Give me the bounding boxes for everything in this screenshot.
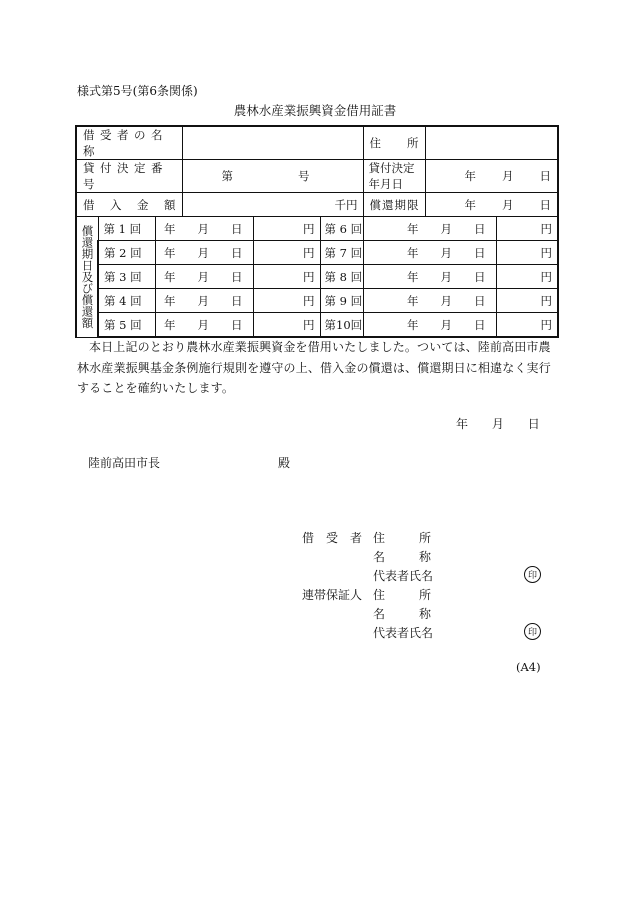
decision-date-label-cell (363, 160, 425, 193)
guarantor-name-label (373, 605, 431, 622)
paper-size: (A4) (516, 660, 541, 674)
day-label: 日 (231, 245, 243, 260)
document-title: 農林水産業振興資金借用証書 (233, 103, 397, 118)
installment-right-date[interactable] (363, 217, 496, 241)
borrower-name-label (77, 127, 182, 159)
borrower-seal-icon (524, 566, 541, 583)
borrower-name-value[interactable] (182, 126, 363, 160)
repayment-period-value[interactable] (425, 193, 558, 217)
decision-date-value[interactable] (425, 160, 558, 193)
row-borrower-name (76, 126, 558, 160)
year-label: 年 (407, 293, 419, 308)
month-label: 月 (197, 317, 209, 332)
yen-unit: 円 (540, 221, 553, 236)
installment-right-label: 第10回 (320, 313, 363, 338)
installment-left-amount[interactable] (253, 313, 320, 338)
address-label-cell (363, 126, 425, 160)
day-label: 日 (231, 269, 243, 284)
installment-right-ymd (364, 293, 496, 309)
loan-amount-char-3: 金 (137, 197, 149, 212)
day-label: 日 (231, 317, 243, 332)
repayment-period-char-1: 償 (369, 197, 382, 212)
installment-right-ymd (364, 269, 496, 285)
year-label: 年 (164, 269, 176, 284)
borrower-representative-label: 代表者氏名 (373, 569, 434, 583)
month-label: 月 (440, 221, 453, 236)
decision-no-text: 第 号 (221, 169, 324, 183)
recipient: 陸前高田市長 (88, 456, 161, 470)
address-char-2: 所 (418, 588, 431, 602)
signing-date[interactable] (456, 415, 540, 432)
installment-left-date[interactable] (155, 313, 253, 338)
installment-left-ymd (156, 245, 253, 261)
month-label: 月 (197, 293, 209, 308)
installment-right-ymd (364, 221, 496, 237)
installment-left-amount[interactable] (253, 241, 320, 265)
yen-unit: 円 (303, 317, 315, 332)
installment-left-date[interactable] (155, 289, 253, 313)
installment-right-ymd (364, 245, 496, 261)
schedule-row (76, 265, 558, 289)
installment-left-ymd (156, 317, 253, 333)
borrower-label-char-3: 者 (349, 531, 362, 545)
form-number: 様式第5号(第6条関係) (77, 84, 198, 98)
name-char-2: 称 (418, 607, 431, 621)
installment-right-date[interactable] (363, 265, 496, 289)
installment-right-label: 第 7 回 (320, 241, 363, 265)
installment-left-label: 第 5 回 (98, 313, 155, 338)
schedule-row (76, 241, 558, 265)
repayment-period-char-2: 還 (382, 197, 394, 212)
year-label: 年 (164, 293, 176, 308)
row-decision (76, 160, 558, 193)
name-char-1: 名 (373, 607, 386, 621)
day-label: 日 (474, 317, 486, 332)
month-label: 月 (197, 245, 209, 260)
installment-left-amount[interactable] (253, 217, 320, 241)
yen-unit: 円 (540, 293, 553, 308)
yen-unit: 円 (303, 269, 315, 284)
schedule-label-cell (76, 217, 98, 338)
installment-left-label: 第 4 回 (98, 289, 155, 313)
borrower-label (302, 529, 362, 546)
loan-amount-label-cell (76, 193, 182, 217)
repayment-period-label (364, 197, 425, 213)
schedule-label: 償還期日及び償還額 (80, 225, 95, 329)
month-label: 月 (197, 221, 209, 236)
loan-amount-label (77, 197, 182, 213)
honorific: 殿 (278, 456, 291, 470)
yen-unit: 円 (303, 293, 315, 308)
seal-mark: 印 (524, 623, 541, 640)
year-label: 年 (164, 221, 176, 236)
month-label: 月 (440, 245, 453, 260)
loan-amount-value[interactable] (182, 193, 363, 217)
yen-unit: 円 (303, 245, 315, 260)
schedule-row (76, 313, 558, 338)
yen-unit: 円 (540, 245, 553, 260)
borrower-name-label (373, 548, 431, 565)
installment-left-date[interactable] (155, 265, 253, 289)
installment-right-amount[interactable] (496, 289, 558, 313)
installment-left-amount[interactable] (253, 289, 320, 313)
loan-amount-char-4: 額 (164, 197, 176, 212)
borrower-name-label-cell (76, 126, 182, 160)
day-label: 日 (539, 197, 552, 212)
installment-right-ymd (364, 317, 496, 333)
day-label: 日 (231, 221, 243, 236)
installment-right-date[interactable] (363, 313, 496, 338)
guarantor-seal-icon (524, 623, 541, 640)
borrower-address-label (373, 529, 431, 546)
borrower-label-char-2: 受 (325, 531, 338, 545)
repayment-period-char-3: 期 (394, 197, 407, 212)
day-label: 日 (539, 169, 552, 183)
address-label-char-1: 住 (369, 136, 382, 150)
decision-no-value[interactable] (182, 160, 363, 193)
decision-no-label-text: 貸付決定番号 (83, 161, 168, 191)
installment-left-ymd (156, 269, 253, 285)
day-label: 日 (474, 245, 486, 260)
installment-right-amount[interactable] (496, 313, 558, 338)
year-label: 年 (464, 197, 477, 212)
installment-right-label: 第 9 回 (320, 289, 363, 313)
installment-right-amount[interactable] (496, 241, 558, 265)
loan-amount-char-1: 借 (83, 197, 95, 212)
installment-left-label: 第 3 回 (98, 265, 155, 289)
year-label: 年 (456, 417, 469, 431)
decision-no-label-cell (76, 160, 182, 193)
year-label: 年 (407, 245, 419, 260)
decision-date-label: 貸付決定年月日 (368, 161, 415, 191)
year-label: 年 (407, 317, 419, 332)
address-char-2: 所 (418, 531, 431, 545)
month-label: 月 (502, 169, 514, 183)
address-char-1: 住 (373, 531, 386, 545)
row-amount (76, 193, 558, 217)
year-label: 年 (407, 269, 419, 284)
month-label: 月 (197, 269, 209, 284)
amount-unit: 千円 (334, 197, 358, 212)
yen-unit: 円 (540, 317, 553, 332)
schedule-row (76, 289, 558, 313)
loan-certificate-table (75, 125, 559, 338)
installment-left-date[interactable] (155, 241, 253, 265)
address-value[interactable] (425, 126, 558, 160)
borrower-label-char-1: 借 (302, 531, 315, 545)
installment-left-amount[interactable] (253, 265, 320, 289)
yen-unit: 円 (303, 221, 315, 236)
seal-mark: 印 (524, 566, 541, 583)
installment-left-label: 第 2 回 (98, 241, 155, 265)
guarantor-address-label (373, 586, 431, 603)
month-label: 月 (502, 197, 514, 212)
day-label: 日 (231, 293, 243, 308)
installment-right-amount[interactable] (496, 217, 558, 241)
yen-unit: 円 (540, 269, 553, 284)
month-label: 月 (440, 293, 453, 308)
installment-right-date[interactable] (363, 241, 496, 265)
installment-left-label: 第 1 回 (98, 217, 155, 241)
day-label: 日 (474, 221, 486, 236)
repayment-period-ymd (426, 197, 558, 213)
pledge-paragraph: 本日上記のとおり農林水産業振興資金を借用いたしました。ついては、陸前高田市農林水産業振興基金条例施行規則を遵守の上、借入金の償還は、償還期日に相違なく実行することを確約いたします。 (77, 340, 551, 395)
month-label: 月 (440, 317, 453, 332)
day-label: 日 (474, 293, 486, 308)
address-char-1: 住 (373, 588, 386, 602)
installment-left-ymd (156, 293, 253, 309)
schedule-row (76, 217, 558, 241)
name-char-1: 名 (373, 550, 386, 564)
borrower-name-label-text: 借受者の名称 (83, 128, 168, 158)
decision-no-label (77, 160, 182, 192)
installment-left-ymd (156, 221, 253, 237)
year-label: 年 (407, 221, 419, 236)
loan-amount-char-2: 入 (110, 197, 122, 212)
year-label: 年 (164, 245, 176, 260)
year-label: 年 (164, 317, 176, 332)
day-label: 日 (527, 417, 540, 431)
repayment-period-char-4: 限 (407, 197, 419, 212)
guarantor-label: 連帯保証人 (302, 588, 363, 602)
name-char-2: 称 (418, 550, 431, 564)
day-label: 日 (474, 269, 486, 284)
month-label: 月 (491, 417, 504, 431)
address-label (364, 135, 425, 151)
installment-right-date[interactable] (363, 289, 496, 313)
installment-right-label: 第 8 回 (320, 265, 363, 289)
installment-right-label: 第 6 回 (320, 217, 363, 241)
installment-right-amount[interactable] (496, 265, 558, 289)
decision-date-ymd (426, 168, 558, 184)
address-label-char-2: 所 (407, 136, 419, 150)
repayment-period-label-cell (363, 193, 425, 217)
guarantor-representative-label: 代表者氏名 (373, 626, 434, 640)
year-label: 年 (464, 169, 477, 183)
month-label: 月 (440, 269, 453, 284)
installment-left-date[interactable] (155, 217, 253, 241)
